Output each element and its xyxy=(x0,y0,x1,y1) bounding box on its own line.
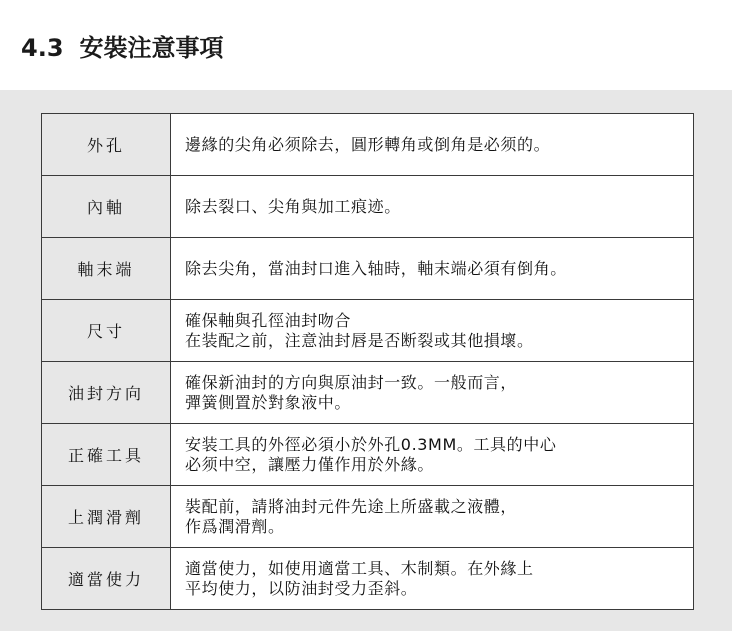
installation-notes-table xyxy=(41,113,694,610)
row-description xyxy=(171,548,694,610)
row-description xyxy=(171,238,694,300)
table-row xyxy=(42,300,694,362)
description-line: 確保新油封的方向與原油封一致。一般而言， xyxy=(185,372,518,392)
table-row xyxy=(42,176,694,238)
row-description xyxy=(171,486,694,548)
description-line: 彈簧側置於對象液中。 xyxy=(185,392,352,412)
row-label: 外孔 xyxy=(42,114,171,176)
description-line: 裝配前，請將油封元件先途上所盛載之液體， xyxy=(185,496,518,516)
row-description xyxy=(171,300,694,362)
description-line: 必须中空，讓壓力僅作用於外緣。 xyxy=(185,454,435,474)
section-number: 4.3 xyxy=(21,34,64,62)
row-description xyxy=(171,362,694,424)
description-line: 在装配之前，注意油封唇是否断裂或其他損壞。 xyxy=(185,330,534,350)
description-line: 適當使力，如使用適當工具、木制類。在外緣上 xyxy=(185,558,534,578)
description-line: 確保軸與孔徑油封吻合 xyxy=(185,310,352,330)
row-label: 尺寸 xyxy=(42,300,171,362)
description-line: 除去尖角，當油封口進入轴時，軸末端必須有倒角。 xyxy=(185,258,567,278)
table-row xyxy=(42,362,694,424)
row-description xyxy=(171,176,694,238)
description-line: 邊緣的尖角必须除去，圓形轉角或倒角是必须的。 xyxy=(185,134,551,154)
description-line: 平均使力，以防油封受力歪斜。 xyxy=(185,578,418,598)
row-label: 油封方向 xyxy=(42,362,171,424)
table-row xyxy=(42,114,694,176)
table-row xyxy=(42,424,694,486)
description-line: 除去裂口、尖角與加工痕迹。 xyxy=(185,196,401,216)
table-row xyxy=(42,486,694,548)
page-title xyxy=(21,28,224,68)
row-label: 軸末端 xyxy=(42,238,171,300)
row-label: 內軸 xyxy=(42,176,171,238)
description-line: 作爲潤滑劑。 xyxy=(185,516,285,536)
row-label: 上潤滑劑 xyxy=(42,486,171,548)
row-description xyxy=(171,424,694,486)
row-label: 適當使力 xyxy=(42,548,171,610)
description-line: 安装工具的外徑必須小於外孔0.3MM。工具的中心 xyxy=(185,434,557,454)
row-label: 正確工具 xyxy=(42,424,171,486)
table-row xyxy=(42,238,694,300)
section-title: 安裝注意事項 xyxy=(79,34,224,62)
table-row xyxy=(42,548,694,610)
row-description xyxy=(171,114,694,176)
